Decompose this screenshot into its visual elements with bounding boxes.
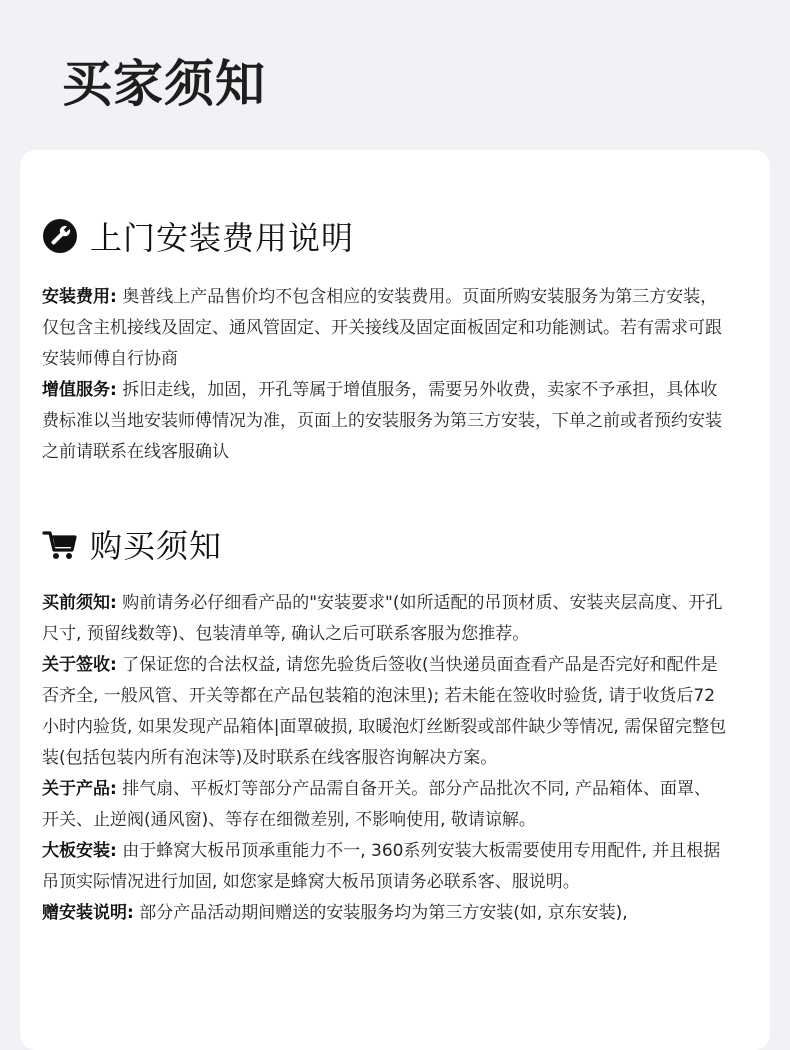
pre-purchase-text: 购前请务必仔细看产品的"安装要求"(如所适配的吊顶材质、安装夹层高度、开孔尺寸, 预留线数等)、包装清单等, 确认之后可联系客服为您推荐。 — [42, 593, 723, 644]
install-fee-text: 奥普线上产品售价均不包含相应的安装费用。页面所购安装服务为第三方安装，仅包含主机接线及固定、通风管固定、开关接线及固定面板固定和功能测试。若有需求可跟安装师傅自行协商 — [42, 287, 722, 369]
large-panel-text: 由于蜂窝大板吊顶承重能力不一, 360系列安装大板需要使用专用配件, 并且根据吊顶实际情况进行加固, 如您家是蜂窝大板吊顶请务必联系客、服说明。 — [42, 841, 721, 892]
large-panel-label: 大板安装: — [42, 841, 117, 861]
install-section-title: 上门安装费用说明 — [90, 219, 355, 257]
gift-install-label: 赠安装说明: — [42, 903, 134, 923]
install-section-header — [42, 212, 354, 260]
gift-install-text: 部分产品活动期间赠送的安装服务均为第三方安装(如, 京东安装), — [133, 903, 628, 923]
value-added-label: 增值服务: — [42, 380, 117, 400]
wrench-icon — [42, 218, 78, 254]
value-added-paragraph — [42, 375, 728, 468]
signing-paragraph — [42, 650, 728, 774]
value-added-text: 拆旧走线，加固，开孔等属于增值服务，需要另外收费，卖家不予承担，具体收费标准以当地安装师傅情况为准，页面上的安装服务为第三方安装，下单之前或者预约安装之前请联系在线客服确认 — [42, 380, 722, 462]
signing-text: 了保证您的合法权益, 请您先验货后签收(当快递员面查看产品是否完好和配件是否齐全, 一般风管、开关等都在产品包装箱的泡沫里); 若未能在签收时验货, 请于收货后72小时内验货, 如果发现产品箱体|面罩破损, 取暖泡灯丝断裂或部件缺少等情况, 需保留完整包装(包括包装内所有泡沫等)及时联系在线客服咨询解决方案。 — [42, 655, 727, 768]
large-panel-paragraph — [42, 836, 728, 898]
pre-purchase-paragraph — [42, 588, 728, 650]
signing-label: 关于签收: — [42, 655, 117, 675]
pre-purchase-label: 买前须知: — [42, 593, 117, 613]
shopping-cart-icon — [42, 526, 78, 562]
install-fee-paragraph — [42, 282, 728, 375]
page-title: 买家须知 — [62, 55, 266, 113]
product-text: 排气扇、平板灯等部分产品需自备开关。部分产品批次不同, 产品箱体、面罩、开关、止逆阀(通风窗)、等存在细微差别, 不影响使用, 敬请谅解。 — [42, 779, 712, 830]
product-paragraph — [42, 774, 728, 836]
product-label: 关于产品: — [42, 779, 117, 799]
purchase-section-body — [42, 588, 728, 929]
install-fee-label: 安装费用: — [42, 287, 117, 307]
purchase-section-title: 购买须知 — [90, 527, 223, 565]
install-section-body — [42, 282, 728, 468]
gift-install-paragraph — [42, 898, 728, 929]
purchase-section-header — [42, 520, 222, 568]
